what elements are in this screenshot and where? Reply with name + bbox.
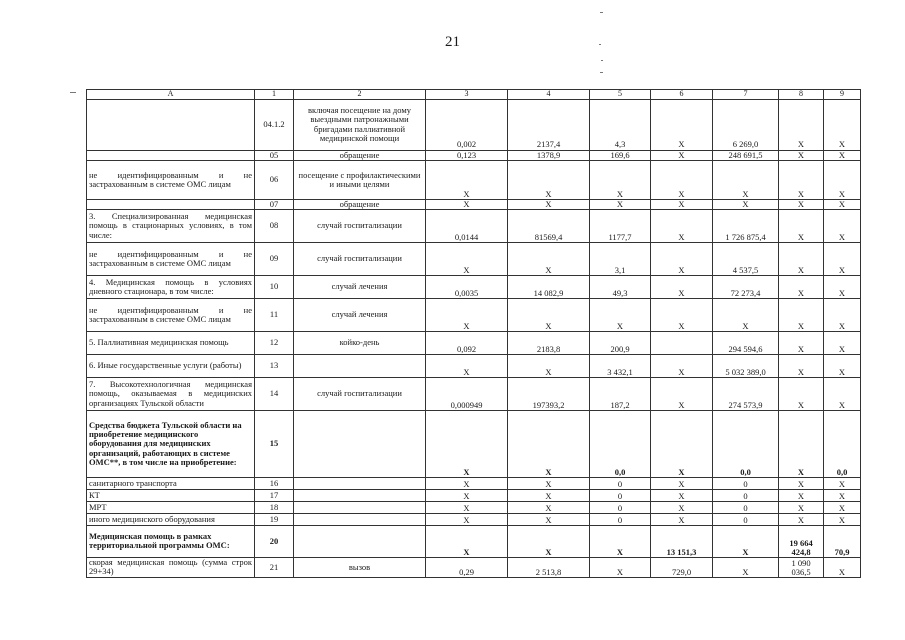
table-cell-c4: Х [508,242,590,275]
table-cell-c8: Х [779,199,824,209]
table-cell-c8: 19 664 424,8 [779,525,824,557]
table-cell-c5: 0 [590,489,651,501]
table-cell-c4: 2 513,8 [508,557,590,577]
table-cell-c6: Х [651,209,713,242]
table-cell-code: 12 [255,331,294,354]
table-cell-c6: Х [651,150,713,160]
table-cell-c5: Х [590,525,651,557]
table-cell-c4: Х [508,501,590,513]
table-cell-c9: Х [824,354,861,377]
table-cell-c7: 294 594,6 [713,331,779,354]
table-cell-c3: Х [426,410,508,477]
table-cell-unit [294,489,426,501]
table-cell-c5: 49,3 [590,275,651,298]
table-cell-c5: 4,3 [590,99,651,150]
table-cell-c9: Х [824,160,861,199]
table-cell-c7: 0 [713,513,779,525]
table-cell-code: 17 [255,489,294,501]
table-cell-c3: Х [426,354,508,377]
table-cell-c9: Х [824,477,861,489]
table-cell-c3: 0,092 [426,331,508,354]
table-cell-c8: Х [779,331,824,354]
table-cell-a: скорая медицинская помощь (сумма строк 29+34) [87,557,255,577]
table-cell-a [87,99,255,150]
table-cell-c5: Х [590,160,651,199]
table-row [87,99,861,150]
table-cell-c6: Х [651,354,713,377]
column-header: 2 [294,90,426,100]
table-cell-c3: Х [426,525,508,557]
table-cell-code: 21 [255,557,294,577]
table-cell-c3: 0,000949 [426,377,508,410]
table-cell-c4: 1378,9 [508,150,590,160]
table-cell-code: 08 [255,209,294,242]
table-cell-c5: 200,9 [590,331,651,354]
table-cell-c4: Х [508,513,590,525]
table-cell-c6: Х [651,99,713,150]
table-cell-c7: 72 273,4 [713,275,779,298]
table-row [87,331,861,354]
table-cell-c7: 1 726 875,4 [713,209,779,242]
table-cell-c3: Х [426,199,508,209]
scan-speck [599,44,601,45]
table-cell-c8: Х [779,150,824,160]
scan-speck [600,12,603,13]
table-cell-c9: Х [824,275,861,298]
table-cell-c8: Х [779,298,824,331]
table-header-row [87,90,861,100]
column-header: 7 [713,90,779,100]
column-header: 1 [255,90,294,100]
table-cell-c5: Х [590,298,651,331]
table-cell-c8: Х [779,242,824,275]
table-cell-c9: 70,9 [824,525,861,557]
table-cell-c9: Х [824,298,861,331]
table-cell-c4: Х [508,525,590,557]
table-cell-a: санитарного транспорта [87,477,255,489]
table-row [87,199,861,209]
table-row [87,513,861,525]
table-cell-c7: 0 [713,477,779,489]
column-header: 4 [508,90,590,100]
table-cell-c6: Х [651,242,713,275]
table-row [87,501,861,513]
table-cell-a: 6. Иные государственные услуги (работы) [87,354,255,377]
table-row [87,275,861,298]
table-cell-code: 20 [255,525,294,557]
table-cell-c5: 3,1 [590,242,651,275]
scan-speck [70,92,76,93]
table-cell-c4: Х [508,199,590,209]
table-cell-c3: 0,002 [426,99,508,150]
table-cell-c6 [651,331,713,354]
table-cell-c5: Х [590,199,651,209]
table-cell-code: 16 [255,477,294,489]
table-cell-c3: Х [426,477,508,489]
table-cell-unit: вызов [294,557,426,577]
table-cell-a: иного медицинского оборудования [87,513,255,525]
table-cell-c9: Х [824,557,861,577]
table-cell-c5: 0 [590,513,651,525]
table-cell-a: Медицинская помощь в рамках территориальной программы ОМС: [87,525,255,557]
table-cell-a: 4. Медицинская помощь в условиях дневного стационара, в том числе: [87,275,255,298]
table-cell-unit [294,501,426,513]
table-cell-c9: Х [824,489,861,501]
column-header: 9 [824,90,861,100]
table-row [87,557,861,577]
table-cell-c8: Х [779,513,824,525]
table-cell-c9: 0,0 [824,410,861,477]
table-cell-c6: Х [651,513,713,525]
table-cell-c9: Х [824,242,861,275]
table-row [87,525,861,557]
table-cell-a [87,199,255,209]
table-cell-a [87,150,255,160]
table-cell-c6: Х [651,275,713,298]
table-cell-c7: 6 269,0 [713,99,779,150]
table-cell-c3: Х [426,501,508,513]
table-cell-c6: Х [651,160,713,199]
table-cell-c6: Х [651,501,713,513]
table-cell-c6: Х [651,199,713,209]
table-cell-c4: 14 082,9 [508,275,590,298]
table-cell-unit: койко-день [294,331,426,354]
table-cell-code: 09 [255,242,294,275]
table-cell-c9: Х [824,150,861,160]
table-cell-c6: Х [651,477,713,489]
table-cell-code: 18 [255,501,294,513]
scan-speck [600,72,603,73]
table-cell-c7: Х [713,557,779,577]
table-cell-unit: случай госпитализации [294,377,426,410]
table-cell-unit [294,477,426,489]
table-cell-c5: 187,2 [590,377,651,410]
table-cell-a: 7. Высокотехнологичная медицинская помощь, оказываемая в медицинских организациях Тульской области [87,377,255,410]
table-cell-c6: 13 151,3 [651,525,713,557]
column-header: 5 [590,90,651,100]
table-row [87,410,861,477]
table-cell-code: 11 [255,298,294,331]
table-cell-c7: 0 [713,489,779,501]
data-table [86,89,861,578]
table-cell-c6: Х [651,377,713,410]
table-cell-c5: 169,6 [590,150,651,160]
table-cell-c7: 5 032 389,0 [713,354,779,377]
table-cell-code: 07 [255,199,294,209]
table-cell-c7: 4 537,5 [713,242,779,275]
scan-speck [601,60,603,61]
table-row [87,377,861,410]
table-cell-c9: Х [824,209,861,242]
table-cell-c8: Х [779,99,824,150]
table-cell-c3: Х [426,160,508,199]
table-cell-c4: Х [508,410,590,477]
table-cell-c9: Х [824,99,861,150]
column-header: 6 [651,90,713,100]
table-cell-unit: включая посещение на дому выездными патронажными бригадами паллиативной медицинской помощи [294,99,426,150]
table-cell-c3: Х [426,298,508,331]
table-cell-c5: 0 [590,501,651,513]
table-cell-c7: Х [713,525,779,557]
table-cell-unit: случай госпитализации [294,209,426,242]
table-cell-c3: Х [426,513,508,525]
table-cell-c8: Х [779,160,824,199]
table-cell-c9: Х [824,377,861,410]
table-cell-c7: Х [713,199,779,209]
table-cell-code: 19 [255,513,294,525]
table-cell-c8: Х [779,354,824,377]
table-cell-code: 10 [255,275,294,298]
table-cell-c9: Х [824,199,861,209]
table-cell-code: 05 [255,150,294,160]
table-cell-c3: Х [426,242,508,275]
table-cell-unit [294,525,426,557]
table-cell-c7: 248 691,5 [713,150,779,160]
table-cell-a: КТ [87,489,255,501]
table-cell-c4: Х [508,160,590,199]
table-cell-c5: 0 [590,477,651,489]
table-cell-a: Средства бюджета Тульской области на приобретение медицинского оборудования для медицинских организаций, работающих в системе ОМС**, в том числе на приобретение: [87,410,255,477]
table-cell-c9: Х [824,331,861,354]
table-row [87,298,861,331]
table-cell-unit: случай госпитализации [294,242,426,275]
table-cell-c3: Х [426,489,508,501]
table-row [87,477,861,489]
table-cell-c4: Х [508,489,590,501]
table-cell-a: 5. Паллиативная медицинская помощь [87,331,255,354]
table-cell-code: 13 [255,354,294,377]
table-cell-c8: 1 090 036,5 [779,557,824,577]
table-cell-c4: 2183,8 [508,331,590,354]
table-cell-c6: 729,0 [651,557,713,577]
table-cell-c6: Х [651,298,713,331]
table-cell-unit [294,513,426,525]
table-cell-c4: Х [508,354,590,377]
table-cell-c8: Х [779,477,824,489]
table-cell-c4: Х [508,298,590,331]
table-cell-unit: обращение [294,150,426,160]
table-cell-c4: Х [508,477,590,489]
table-cell-code: 04.1.2 [255,99,294,150]
table-cell-c8: Х [779,377,824,410]
table-cell-c5: 1177,7 [590,209,651,242]
table-row [87,354,861,377]
table-cell-unit: посещение с профилактическими и иными целями [294,160,426,199]
table-cell-c8: Х [779,410,824,477]
table-cell-unit: случай лечения [294,275,426,298]
table-cell-c4: 81569,4 [508,209,590,242]
table-cell-c6: Х [651,410,713,477]
page-number: 21 [445,34,460,50]
table-cell-c5: Х [590,557,651,577]
table-cell-c9: Х [824,513,861,525]
table-cell-unit [294,354,426,377]
table-cell-c9: Х [824,501,861,513]
table-cell-c3: 0,0035 [426,275,508,298]
table-cell-c8: Х [779,275,824,298]
table-row [87,160,861,199]
table-cell-c7: Х [713,298,779,331]
table-cell-c7: 0,0 [713,410,779,477]
table-row [87,150,861,160]
table-cell-c4: 2137,4 [508,99,590,150]
table-cell-c8: Х [779,489,824,501]
table-cell-c7: 274 573,9 [713,377,779,410]
table-cell-unit: случай лечения [294,298,426,331]
column-header: 3 [426,90,508,100]
table-cell-c3: 0,29 [426,557,508,577]
table-cell-c7: Х [713,160,779,199]
table-cell-code: 06 [255,160,294,199]
table-cell-unit [294,410,426,477]
table-cell-unit: обращение [294,199,426,209]
table-row [87,242,861,275]
table-cell-a: не идентифицированным и не застрахованным в системе ОМС лицам [87,160,255,199]
table-cell-a: 3. Специализированная медицинская помощь в стационарных условиях, в том числе: [87,209,255,242]
table-cell-c8: Х [779,501,824,513]
table-cell-code: 14 [255,377,294,410]
table-cell-c6: Х [651,489,713,501]
column-header: А [87,90,255,100]
table-cell-a: не идентифицированным и не застрахованным в системе ОМС лицам [87,298,255,331]
table-row [87,489,861,501]
table-cell-a: не идентифицированным и не застрахованным в системе ОМС лицам [87,242,255,275]
table-cell-code: 15 [255,410,294,477]
column-header: 8 [779,90,824,100]
table-cell-c4: 197393,2 [508,377,590,410]
table-cell-a: МРТ [87,501,255,513]
table-row [87,209,861,242]
table-cell-c5: 0,0 [590,410,651,477]
table-cell-c5: 3 432,1 [590,354,651,377]
table-cell-c8: Х [779,209,824,242]
table-cell-c3: 0,123 [426,150,508,160]
table-cell-c7: 0 [713,501,779,513]
table-cell-c3: 0,0144 [426,209,508,242]
